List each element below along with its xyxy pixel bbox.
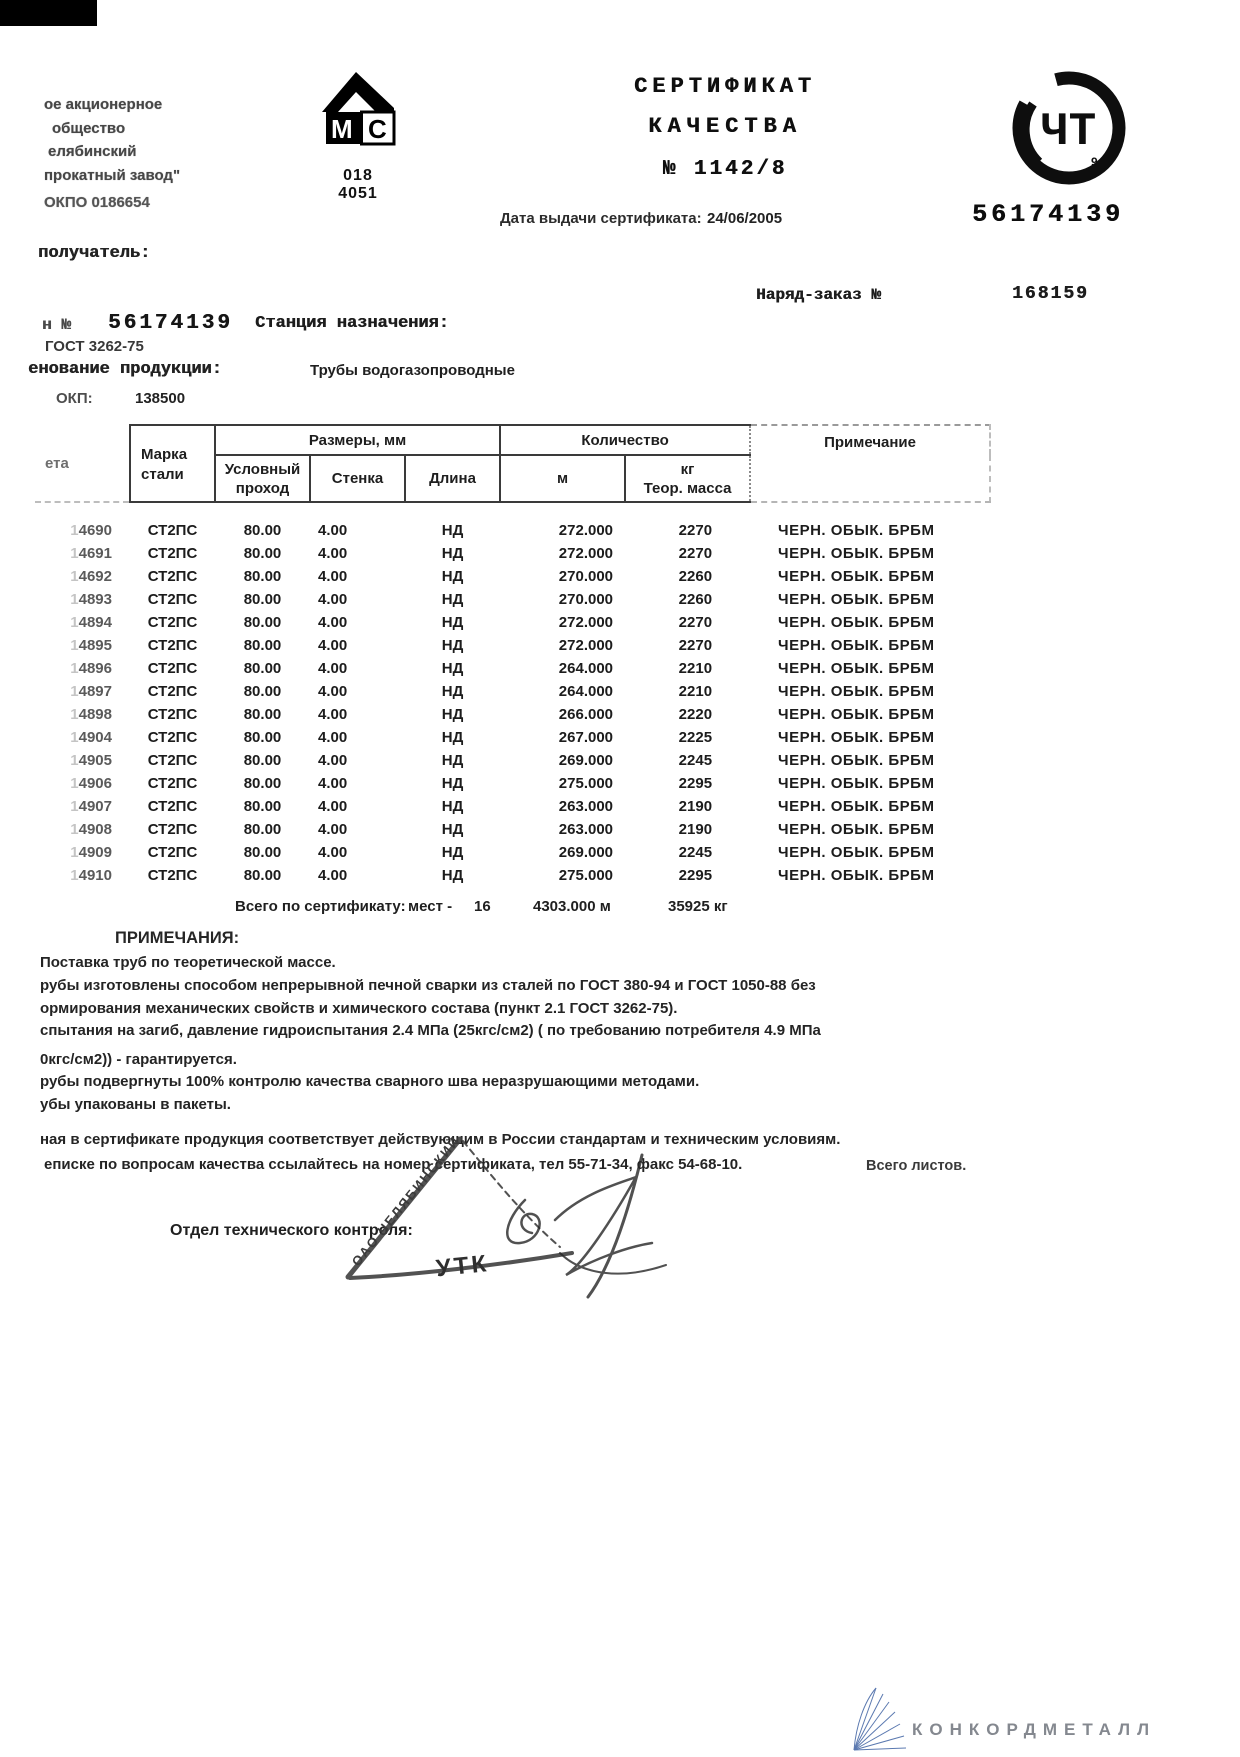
certificate-number: № 1142/8 [662,158,788,181]
table-row [35,611,990,634]
length-value: НД [441,522,464,539]
wall-thickness-value: 4.00 [318,752,348,769]
mass-value: 2210 [678,660,713,677]
steel-grade: СТ2ПС [147,867,198,884]
note-line: Поставка труб по теоретической массе. [40,954,336,971]
bore-value: 80.00 [243,568,282,585]
scan-artifact-black-corner [0,0,97,26]
bore-value: 80.00 [243,545,282,562]
mass-value: 2270 [678,522,713,539]
bore-value: 80.00 [243,798,282,815]
note-line: спытания на загиб, давление гидроиспытания 2.4 МПа (25кгс/см2) ( по требованию потребителя 4.9 МПа [40,1022,821,1039]
wall-thickness-value: 4.00 [318,706,348,723]
totals-row [0,898,1240,922]
totals-label: Всего по сертификату: [235,898,406,915]
bore-value: 80.00 [243,522,282,539]
certificate-title-line1: СЕРТИФИКАТ [633,74,817,99]
table-row [35,864,990,887]
bore-value: 80.00 [243,706,282,723]
column-header-wall: Стенка [310,455,405,502]
meters-value: 263.000 [558,798,614,815]
totals-meters-value: 4303.000 м [533,898,611,915]
meters-value: 264.000 [558,660,614,677]
sail-icon [846,1686,908,1752]
length-value: НД [441,729,464,746]
certificate-title-line2: КАЧЕСТВА [648,114,802,139]
meters-value: 266.000 [558,706,614,723]
note-value: ЧЕРН. ОБЫК. БРБМ [778,683,935,700]
note-line: 0кгс/см2)) - гарантируется. [40,1051,237,1068]
note-value: ЧЕРН. ОБЫК. БРБМ [778,844,935,861]
package-number: 14907 [70,798,112,815]
company-line: общество [52,119,126,137]
cht-logo-icon [1005,64,1133,192]
table-row [35,795,990,818]
pipe-table [35,424,991,887]
note-value: ЧЕРН. ОБЫК. БРБМ [778,591,935,608]
steel-grade: СТ2ПС [147,591,198,608]
mass-value: 2245 [678,752,713,769]
length-value: НД [441,706,464,723]
meters-value: 270.000 [558,568,614,585]
meters-value: 275.000 [558,775,614,792]
table-row [35,565,990,588]
package-number: 14906 [70,775,112,792]
length-value: НД [441,821,464,838]
quality-control-label: Отдел технического контроля: [170,1222,413,1239]
package-number: 14692 [70,568,112,585]
column-group-sizes: Размеры, мм [215,425,500,455]
serial-number: 56174139 [972,200,1125,229]
bore-value: 80.00 [243,752,282,769]
bore-value: 80.00 [243,867,282,884]
steel-grade: СТ2ПС [147,660,198,677]
company-okpo: ОКПО 0186654 [44,194,150,211]
note-value: ЧЕРН. ОБЫК. БРБМ [778,660,935,677]
note-value: ЧЕРН. ОБЫК. БРБМ [778,545,935,562]
steel-grade: СТ2ПС [147,568,198,585]
meters-value: 275.000 [558,867,614,884]
mass-value: 2260 [678,591,713,608]
destination-station-label: Станция назначения: [255,314,449,333]
product-name-value: Трубы водогазопроводные [310,362,515,379]
bore-value: 80.00 [243,729,282,746]
length-value: НД [441,614,464,631]
note-line: ормирования механических свойств и химического состава (пункт 2.1 ГОСТ 3262-75). [40,1000,678,1017]
ms-code-top: 018 [343,167,373,184]
receiver-label: получатель: [38,244,151,263]
wall-thickness-value: 4.00 [318,798,348,815]
column-header-meters: м [500,455,625,502]
meters-value: 264.000 [558,683,614,700]
conformity-statement: ная в сертификате продукция соответствует действующим в России стандартам и техническим условиям. [40,1131,841,1148]
steel-grade: СТ2ПС [147,614,198,631]
length-value: НД [441,591,464,608]
contact-statement: еписке по вопросам качества ссылайтесь на номер сертификата, тел 55-71-34, факс 54-68-10. [44,1156,743,1173]
mass-value: 2270 [678,545,713,562]
length-value: НД [441,568,464,585]
stamp-icon [320,1125,700,1315]
watermark-logo [846,1686,908,1757]
length-value: НД [441,798,464,815]
table-row [35,841,990,864]
note-line: рубы подвергнуты 100% контролю качества сварного шва неразрушающими методами. [40,1073,700,1090]
meters-value: 263.000 [558,821,614,838]
mass-value: 2260 [678,568,713,585]
table-header-group-row [35,425,990,455]
table-row [35,657,990,680]
cert-line-prefix: н № [42,316,71,334]
svg-text:ЧТ: ЧТ [1041,106,1097,158]
note-value: ЧЕРН. ОБЫК. БРБМ [778,706,935,723]
table-row [35,772,990,795]
meters-value: 272.000 [558,637,614,654]
meters-value: 269.000 [558,752,614,769]
note-value: ЧЕРН. ОБЫК. БРБМ [778,614,935,631]
package-number: 14893 [70,591,112,608]
package-number: 14904 [70,729,112,746]
package-number: 14897 [70,683,112,700]
table-row [35,634,990,657]
meters-value: 272.000 [558,522,614,539]
stamp-side-text: ОАО ЧЕЛЯБИНСКИЙ [348,1132,463,1269]
wall-thickness-value: 4.00 [318,821,348,838]
wall-thickness-value: 4.00 [318,614,348,631]
okp-label: ОКП: [56,390,93,407]
qc-stamp [320,1125,700,1320]
ms-logo [318,68,398,203]
wall-thickness-value: 4.00 [318,683,348,700]
note-value: ЧЕРН. ОБЫК. БРБМ [778,568,935,585]
ms-logo-icon [318,68,398,160]
meters-value: 272.000 [558,545,614,562]
column-group-quantity: Количество [500,425,750,455]
bore-value: 80.00 [243,775,282,792]
meters-value: 270.000 [558,591,614,608]
mass-value: 2220 [678,706,713,723]
bore-value: 80.00 [243,683,282,700]
bore-value: 80.00 [243,591,282,608]
total-sheets-label: Всего листов. [866,1158,967,1174]
column-header-bore: Условный проход [215,455,310,502]
signature [507,1155,666,1297]
note-value: ЧЕРН. ОБЫК. БРБМ [778,798,935,815]
table-row [35,680,990,703]
package-number: 14691 [70,545,112,562]
column-header-kg [625,455,750,502]
steel-grade: СТ2ПС [147,522,198,539]
length-value: НД [441,752,464,769]
column-header-length: Длина [405,455,500,502]
steel-grade: СТ2ПС [147,844,198,861]
wall-thickness-value: 4.00 [318,591,348,608]
wall-thickness-value: 4.00 [318,660,348,677]
column-header-steel-grade: Марка стали [130,425,215,502]
mass-value: 2295 [678,775,713,792]
ms-code-bottom: 4051 [338,185,378,202]
cht-logo-digit: 9 [1091,155,1098,169]
bore-value: 80.00 [243,614,282,631]
pipe-table-body [35,502,990,887]
wall-thickness-value: 4.00 [318,867,348,884]
company-block [44,93,180,215]
package-number: 14898 [70,706,112,723]
length-value: НД [441,844,464,861]
mass-value: 2270 [678,614,713,631]
package-number: 14690 [70,522,112,539]
table-row [35,818,990,841]
package-number: 14909 [70,844,112,861]
wall-thickness-value: 4.00 [318,545,348,562]
note-value: ЧЕРН. ОБЫК. БРБМ [778,775,935,792]
bore-value: 80.00 [243,637,282,654]
package-number: 14905 [70,752,112,769]
kg-header-line1: кг [680,460,695,478]
table-row [35,703,990,726]
meters-value: 267.000 [558,729,614,746]
mass-value: 2270 [678,637,713,654]
totals-places-value: 16 [474,898,491,915]
bore-value: 80.00 [243,821,282,838]
watermark-brand: КОНКОРДМЕТАЛЛ [912,1720,1157,1739]
package-number: 14894 [70,614,112,631]
stamp-utk-text: УТК [434,1249,491,1283]
length-value: НД [441,545,464,562]
note-value: ЧЕРН. ОБЫК. БРБМ [778,522,935,539]
bore-value: 80.00 [243,844,282,861]
steel-grade: СТ2ПС [147,729,198,746]
cht-logo [1005,64,1133,197]
issue-date-value: 24/06/2005 [707,210,783,227]
package-number: 14910 [70,867,112,884]
steel-grade: СТ2ПС [147,752,198,769]
table-row [35,749,990,772]
order-number: 168159 [1012,284,1089,304]
gost-standard: ГОСТ 3262-75 [45,338,144,355]
note-value: ЧЕРН. ОБЫК. БРБМ [778,637,935,654]
notes-heading: ПРИМЕЧАНИЯ: [115,929,240,947]
column-header-package: ета [35,425,130,502]
note-value: ЧЕРН. ОБЫК. БРБМ [778,729,935,746]
mass-value: 2190 [678,798,713,815]
note-value: ЧЕРН. ОБЫК. БРБМ [778,752,935,769]
steel-grade: СТ2ПС [147,821,198,838]
length-value: НД [441,867,464,884]
steel-grade: СТ2ПС [147,637,198,654]
table-row [35,542,990,565]
table-row [35,726,990,749]
package-number: 14908 [70,821,112,838]
length-value: НД [441,683,464,700]
table-spacer-row [35,502,990,519]
table-row [35,519,990,542]
steel-grade: СТ2ПС [147,545,198,562]
svg-text:С: С [368,114,387,144]
meters-value: 269.000 [558,844,614,861]
company-line: прокатный завод" [44,166,181,184]
note-value: ЧЕРН. ОБЫК. БРБМ [778,821,935,838]
wall-thickness-value: 4.00 [318,729,348,746]
bore-value: 80.00 [243,660,282,677]
length-value: НД [441,637,464,654]
svg-text:М: М [331,114,353,144]
okp-value: 138500 [135,390,186,407]
table-row [35,588,990,611]
totals-mass-value: 35925 кг [668,898,728,915]
mass-value: 2225 [678,729,713,746]
order-label: Наряд-заказ № [756,286,881,304]
mass-value: 2190 [678,821,713,838]
length-value: НД [441,775,464,792]
kg-header-line2: Теор. масса [643,479,732,497]
cert-line-number: 56174139 [108,312,233,335]
product-name-label: енование продукции: [28,360,222,379]
package-number: 14896 [70,660,112,677]
note-value: ЧЕРН. ОБЫК. БРБМ [778,867,935,884]
totals-places-label: мест - [408,898,453,915]
issue-date-label: Дата выдачи сертификата: [500,210,702,227]
mass-value: 2245 [678,844,713,861]
wall-thickness-value: 4.00 [318,522,348,539]
wall-thickness-value: 4.00 [318,568,348,585]
length-value: НД [441,660,464,677]
meters-value: 272.000 [558,614,614,631]
package-number: 14895 [70,637,112,654]
note-line: убы упакованы в пакеты. [40,1096,231,1113]
mass-value: 2210 [678,683,713,700]
mass-value: 2295 [678,867,713,884]
wall-thickness-value: 4.00 [318,775,348,792]
wall-thickness-value: 4.00 [318,844,348,861]
steel-grade: СТ2ПС [147,706,198,723]
steel-grade: СТ2ПС [147,775,198,792]
company-line: елябинский [48,143,137,160]
note-line: рубы изготовлены способом непрерывной печной сварки из сталей по ГОСТ 380-94 и ГОСТ 1050-88 без [40,977,816,994]
column-header-note: Примечание [750,425,990,502]
steel-grade: СТ2ПС [147,798,198,815]
wall-thickness-value: 4.00 [318,637,348,654]
steel-grade: СТ2ПС [147,683,198,700]
company-line: ое акционерное [44,96,163,113]
